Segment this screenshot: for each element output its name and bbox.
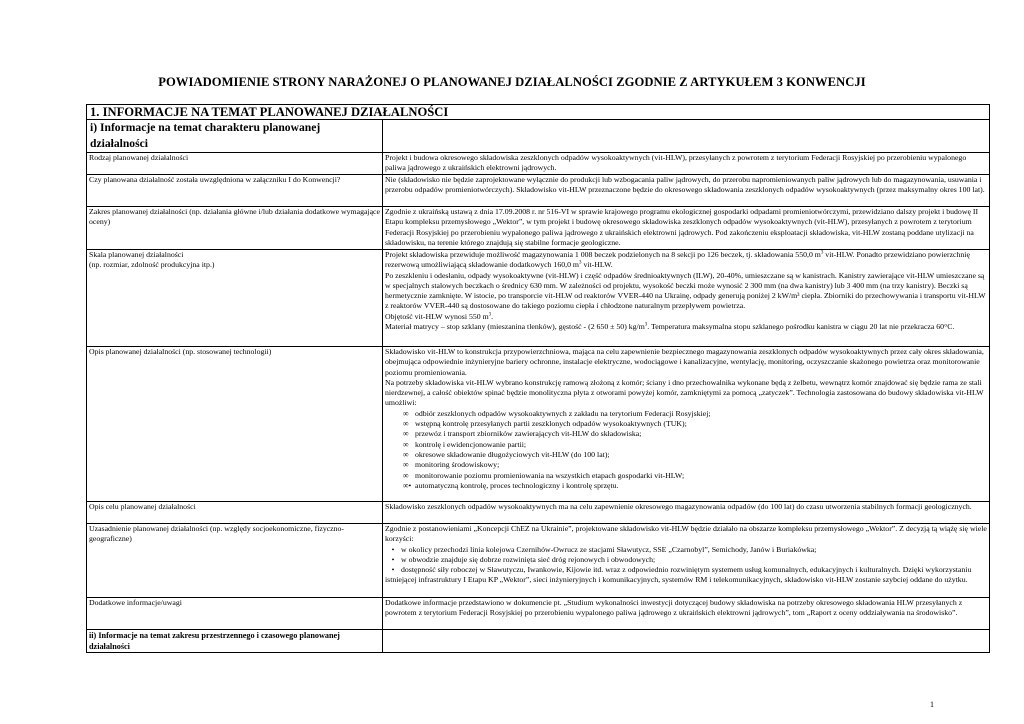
row-label: Opis celu planowanej działalności [87,502,383,524]
list-item: ∞ odbiór zeszklonych odpadów wysokoaktywnych z zakładu na terytorium Federacji Rosyjskiej; [403,408,711,418]
list-item: • w obwodzie znajduje się dobrze rozwinięta sieć dróg rejonowych i obwodowych; [385,555,987,565]
row-value [383,250,990,347]
row-value [383,524,990,598]
row-label: Rodzaj planowanej działalności [87,153,383,175]
sub-i-row [87,120,990,153]
info-table [86,104,990,653]
sub-ii-header: ii) Informacje na temat zakresu przestrzennego i czasowego planowanej działalności [87,630,383,653]
row-label: Czy planowana działalność została uwzględniona w załączniku I do Konwencji? [87,175,383,207]
table-row [87,524,990,598]
list-item: ∞• automatyczną kontrolę, proces technologiczny i kontrolę sprzętu. [403,480,619,490]
table-row [87,250,990,347]
table-row [87,153,990,175]
page-number: 1 [930,700,934,709]
list-item: ∞ wstępną kontrolę przesyłanych partii zeszklonych odpadów wysokoaktywnych (TUK); [403,419,687,429]
section-1-header: 1. INFORMACJE NA TEMAT PLANOWANEJ DZIAŁALNOŚCI [87,105,990,120]
list-item: ∞ kontrolę i ewidencjonowanie partii; [403,439,527,449]
description-paragraph-2: Na potrzeby składowiska vit-HLW wybrano konstrukcję ramową złożoną z komór; ściany i dno przechowalnika wykonane będą z żelbetu, wewnątrz komór znajdować się będzie rama ze stali nierdzewnej, a całość obiektów spinać będzie monolityczna płyta z otworami powyżej komór, zamkniętymi za pomocą „zatyczek”. Technologia zastosowana do budowy składowiska vit-HLW umożliwi: [385,377,984,408]
section-1-row [87,105,990,120]
row-label: Skala planowanej działalności (np. rozmiar, zdolność produkcyjna itp.) [87,250,383,347]
row-value: Dodatkowe informacje przedstawiono w dokumencie pt. „Studium wykonalności inwestycji dotyczącej budowy składowiska na potrzeby okresowego składowania HLW przesyłanych z powrotem z terytorium Federacji Rosyjskiej po przerobieniu wypalonego paliwa jądrowego z ukraińskich elektrowni jądrowych”, tom „Raport z oceny oddziaływania na środowisko”. [383,598,990,630]
list-item: • dostępność siły roboczej w Sławutyczu, Iwankowie, Kijowie itd. wraz z odpowiednio rozwiniętym systemem usług komunalnych, edukacyjnych i kulturalnych. Dzięki wykorzystaniu istniejącej infrastruktury I Etapu KP „Wektor”, sieci inżynieryjnych i komunikacyjnych, systemów RM i telekomunikacyjnych, składowisko vit-HLW zostanie szybciej oddane do użytku. [385,565,972,585]
row-label: Dodatkowe informacje/uwagi [87,598,383,630]
bullet-icon: • [391,554,395,564]
scale-paragraph-2: Po zeszkleniu i odesłaniu, odpady wysokoaktywne (vit-HLW) i część odpadów średnioaktywnych (ILW), 20-40%, umieszczane są w kanistrach. Kanistry zawierające vit-HLW umieszczane są w specjalnych stalowych beczkach o średnicy 630 mm. W zależności od projektu, wysokość beczki może wynosić 2 300 mm (na dwa kanistry) lub 3 400 mm (na trzy kanistry). Beczki są hermetycznie zamknięte. W istocie, po transporcie vit-HLW od reaktorów VVER-440 na Ukrainę, odpady generują poniżej 2 kW/m³ ciepła. Zbiorniki do przechowywania i transportu vit-HLW z reaktorów VVER-440 są dostosowane do takiego poziomu ciepła i chłodzone naturalnym przepływem powietrza. [385,270,986,311]
sub-ii-row [87,630,990,653]
row-label: Zakres planowanej działalności (np. działania główne i/lub działania dodatkowe wymagające oceny) [87,207,383,250]
infinity-bullet-icon: ∞ [403,419,409,429]
list-item: • w okolicy przechodzi linia kolejowa Czernihów-Owrucz ze stacjami Sławutycz, SSE „Czarnobyl”, Semichody, Janów i Buriakówka; [385,545,987,555]
scale-paragraph-4: Materiał matrycy – stop szklany (mieszanina tlenków), gęstość - (2 650 ± 50) $kg/m^3$. Temperatura maksymalna stopu szklanego pośrodku kanistra w ciągu 20 lat nie przekracza 60°C. [385,322,955,332]
infinity-bullet-icon: ∞• [403,480,412,490]
infinity-bullet-icon: ∞ [403,470,409,480]
page-title: POWIADOMIENIE STRONY NARAŻONEJ O PLANOWANEJ DZIAŁALNOŚCI ZGODNIE Z ARTYKUŁEM 3 KONWENCJI [158,75,866,89]
bullet-icon: • [391,565,395,575]
infinity-bullet-icon: ∞ [403,429,409,439]
row-value: Składowisko zeszklonych odpadów wysokoaktywnych ma na celu zapewnienie okresowego magazynowania odpadów (do 100 lat) do czasu utworzenia stabilnych formacji geologicznych. [383,502,990,524]
row-label: Opis planowanej działalności (np. stosowanej technologii) [87,347,383,502]
infinity-bullet-icon: ∞ [403,408,409,418]
list-item: ∞ przewóz i transport zbiorników zawierających vit-HLW do składowiska; [403,429,642,439]
table-row [87,502,990,524]
row-value: Nie (składowisko nie będzie zaprojektowane wyłącznie do produkcji lub wzbogacania paliw jądrowych, do przerobu napromieniowanych paliw jądrowych lub do magazynowania, usuwania i przerobu odpadów promieniotwórczych). Składowisko vit-HLW przeznaczone będzie do okresowego składowania zeszklonych odpadów wysokoaktywnych (przez maksymalny okres 100 lat). [383,175,990,207]
list-item: ∞ monitoring środowiskowy; [403,460,500,470]
table-row [87,207,990,250]
infinity-bullet-icon: ∞ [403,439,409,449]
sub-i-header: i) Informacje na temat charakteru planowanej działalności [87,120,383,153]
list-item: ∞ okresowe składowanie długożyciowych vit-HLW (do 100 lat); [403,449,610,459]
row-label: Uzasadnienie planowanej działalności (np. względy socjoekonomiczne, fizyczno-geograficzne) [87,524,383,598]
scale-paragraph-1: Projekt składowiska przewiduje możliwość magazynowania 1 008 beczek podzielonych na 8 sekcji po 126 beczek, tj. składowania 550,0 $m^3$ vit-HLW. Ponadto przewidziano powierzchnię rezerwową umożliwiającą składowanie dodatkowych 160,0 $m^3$ vit-HLW. [385,250,970,270]
row-value: Zgodnie z ukraińską ustawą z dnia 17.09.2008 r. nr 516-VI w sprawie krajowego programu ekologicznej gospodarki odpadami promieniotwórczymi, przewidziano dalszy projekt i budowę II Etapu kompleksu przemysłowego „Wektor”, w tym projekt i budowę okresowego składowiska zeszklonych odpadów wysokoaktywnych (vit-HLW), przesyłanych z powrotem z terytorium Federacji Rosyjskiej po przerobieniu wypalonego paliwa jądrowego z ukraińskich elektrowni jądrowych. Pod zakończeniu eksploatacji składowiska, vit-HLW zostaną poddane utylizacji na składowisku, na terenie którego znajdują się stabilne formacje geologiczne. [383,207,990,250]
table-row [87,175,990,207]
bullet-icon: • [391,544,395,554]
list-item: ∞ monitorowanie poziomu promieniowania na wszystkich etapach gospodarki vit-HLW; [403,470,685,480]
row-value: Projekt i budowa okresowego składowiska zeszklonych odpadów wysokoaktywnych (vit-HLW), przesyłanych z powrotem z terytorium Federacji Rosyjskiej po przerobieniu wypalonego paliwa jądrowego z ukraińskich elektrowni jądrowych. [383,153,990,175]
table-row [87,347,990,502]
infinity-bullet-icon: ∞ [403,460,409,470]
sub-i-empty-cell [383,120,990,153]
description-paragraph-1: Składowisko vit-HLW to konstrukcja przypowierzchniowa, mająca na celu zapewnienie bezpiecznego magazynowania zeszklonych odpadów wysokoaktywnych przez cały okres składowania, obejmująca odpowiednie inżynieryjne bariery ochronne, instalacje elektryczne, wodociągowe i kanalizacyjne, wentylację, monitoring, oczyszczanie skażonego powietrza oraz monitorowanie poziomu promieniowania. [385,347,984,377]
row-value [383,347,990,502]
justification-paragraph: Zgodnie z postanowieniami „Koncepcji ChEZ na Ukrainie”, projektowane składowisko vit-HLW będzie działało na obszarze kompleksu przemysłowego „Wektor”. Z decyzją tą wiążę się wiele korzyści: [385,524,987,544]
capabilities-list [385,409,987,491]
infinity-bullet-icon: ∞ [403,449,409,459]
scale-paragraph-3: Objętość vit-HLW wynosi 550 $m^3$. [385,311,494,321]
table-row [87,598,990,630]
sub-ii-empty-cell [383,630,990,653]
